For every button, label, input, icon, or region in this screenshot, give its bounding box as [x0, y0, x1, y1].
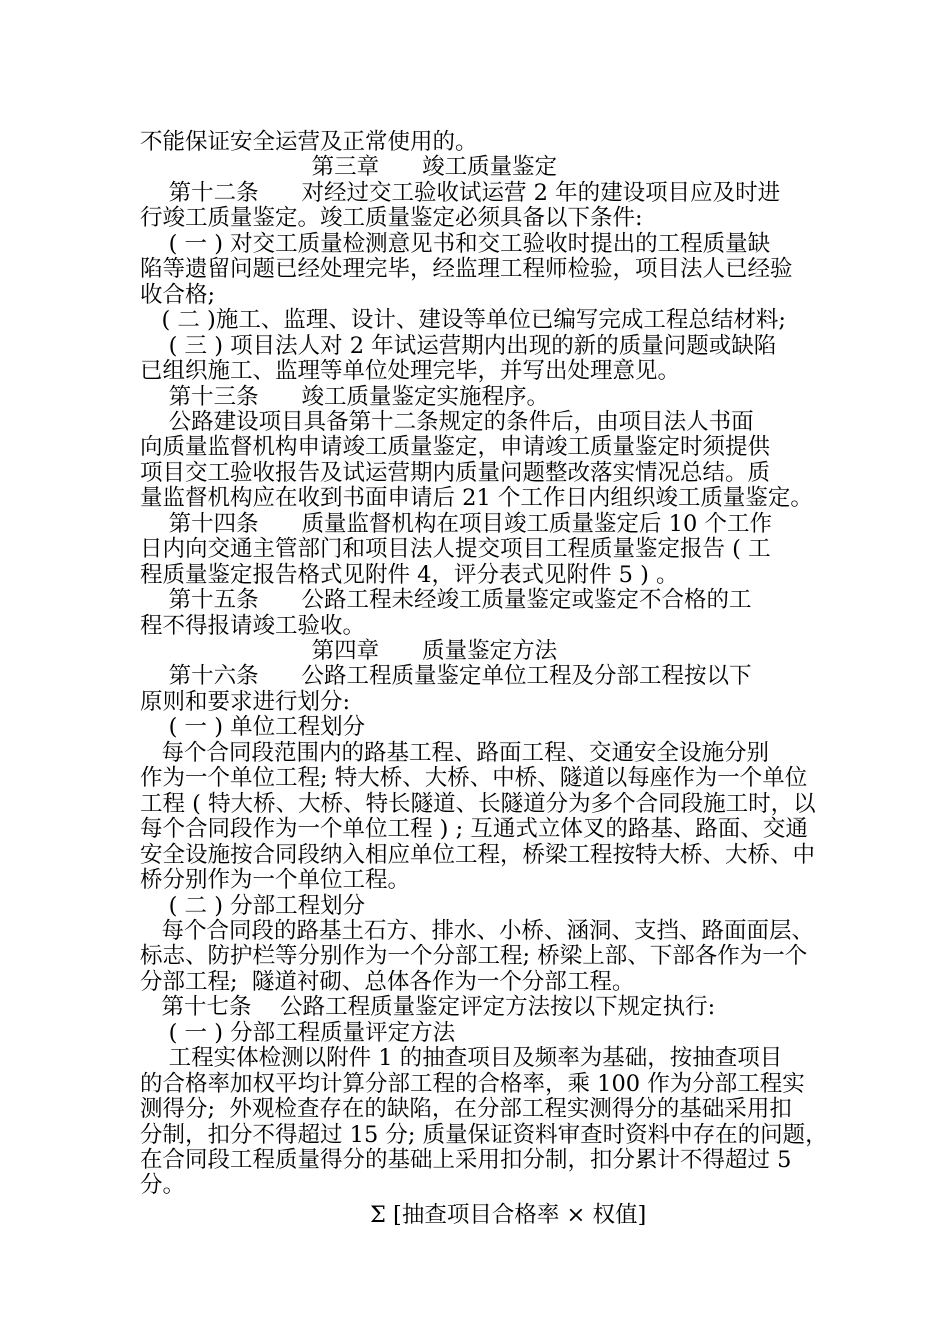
text-line: 日内向交通主管部门和项目法人提交项目工程质量鉴定报告 ( 工	[140, 536, 771, 562]
text-line: 分部工程; 隧道衬砌、总体各作为一个分部工程。	[140, 969, 635, 995]
text-line: 第十七条 公路工程质量鉴定评定方法按以下规定执行:	[140, 994, 716, 1020]
text-line: 分制，扣分不得超过 15 分; 质量保证资料审查时资料中存在的问题，	[140, 1122, 828, 1148]
text-line: ( 三 ) 项目法人对 2 年试运营期内出现的新的质量问题或缺陷	[140, 333, 777, 359]
text-line: ( 一 ) 单位工程划分	[140, 714, 366, 740]
text-line: 每个合同段的路基土石方、排水、小桥、涵洞、支挡、路面面层、	[140, 918, 814, 944]
text-line: 测得分; 外观检查存在的缺陷，在分部工程实测得分的基础采用扣	[140, 1096, 792, 1122]
text-line: 第十三条 竣工质量鉴定实施程序。	[140, 384, 550, 410]
text-line: 每个合同段范围内的路基工程、路面工程、交通安全设施分别	[140, 740, 769, 766]
text-line: ( 一 ) 分部工程质量评定方法	[140, 1020, 456, 1046]
text-line: 陷等遗留问题已经处理完毕，经监理工程师检验，项目法人已经验	[140, 256, 793, 282]
text-line: 第十六条 公路工程质量鉴定单位工程及分部工程按以下	[140, 663, 752, 689]
text-line: 每个合同段作为一个单位工程 ) ; 互通式立体叉的路基、路面、交通	[140, 816, 808, 842]
text-line: 第四章 质量鉴定方法	[140, 638, 558, 664]
text-line: ( 二 ) 分部工程划分	[140, 893, 366, 919]
text-line: 第三章 竣工质量鉴定	[140, 154, 558, 180]
text-line: 第十四条 质量监督机构在项目竣工质量鉴定后 10 个工作	[140, 511, 772, 537]
text-line: 标志、防护栏等分别作为一个分部工程; 桥梁上部、下部各作为一个	[140, 943, 808, 969]
text-line: 第十二条 对经过交工验收试运营 2 年的建设项目应及时进	[140, 180, 781, 206]
text-line: ( 二 )施工、监理、设计、建设等单位已编写完成工程总结材料;	[140, 307, 786, 333]
text-line: 分。	[140, 1172, 186, 1198]
text-line: 向质量监督机构申请竣工质量鉴定，申请竣工质量鉴定时须提供	[140, 434, 771, 460]
text-line: 第十五条 公路工程未经竣工质量鉴定或鉴定不合格的工	[140, 587, 752, 613]
text-line: 桥分别作为一个单位工程。	[140, 867, 411, 893]
text-line: 已组织施工、监理等单位处理完毕，并写出处理意见。	[140, 358, 681, 384]
formula: Σ [抽查项目合格率 × 权值]	[370, 1202, 647, 1228]
text-line: 不能保证安全运营及正常使用的。	[140, 129, 478, 155]
text-line: 安全设施按合同段纳入相应单位工程，桥梁工程按特大桥、大桥、中	[140, 842, 816, 868]
text-line: 的合格率加权平均计算分部工程的合格率，乘 100 作为分部工程实	[140, 1071, 805, 1097]
text-line: 工程实体检测以附件 1 的抽查项目及频率为基础，按抽查项目	[140, 1045, 783, 1071]
text-line: 项目交工验收报告及试运营期内质量问题整改落实情况总结。质	[140, 460, 771, 486]
text-line: 量监督机构应在收到书面申请后 21 个工作日内组织竣工质量鉴定。	[140, 485, 813, 511]
text-line: ( 一 ) 对交工质量检测意见书和交工验收时提出的工程质量缺	[140, 231, 771, 257]
text-line: 作为一个单位工程; 特大桥、大桥、中桥、隧道以每座作为一个单位	[140, 765, 808, 791]
text-line: 程不得报请竣工验收。	[140, 613, 366, 639]
text-line: 工程 ( 特大桥、大桥、特长隧道、长隧道分为多个合同段施工时，以	[140, 791, 816, 817]
text-line: 收合格;	[140, 282, 216, 308]
text-line: 公路建设项目具备第十二条规定的条件后，由项目法人书面	[140, 409, 754, 435]
text-line: 行竣工质量鉴定。竣工质量鉴定必须具备以下条件:	[140, 205, 643, 231]
text-line: 原则和要求进行划分:	[140, 689, 351, 715]
text-line: 程质量鉴定报告格式见附件 4，评分表式见附件 5 ) 。	[140, 562, 679, 588]
text-line: 在合同段工程质量得分的基础上采用扣分制，扣分累计不得超过 5	[140, 1147, 792, 1173]
